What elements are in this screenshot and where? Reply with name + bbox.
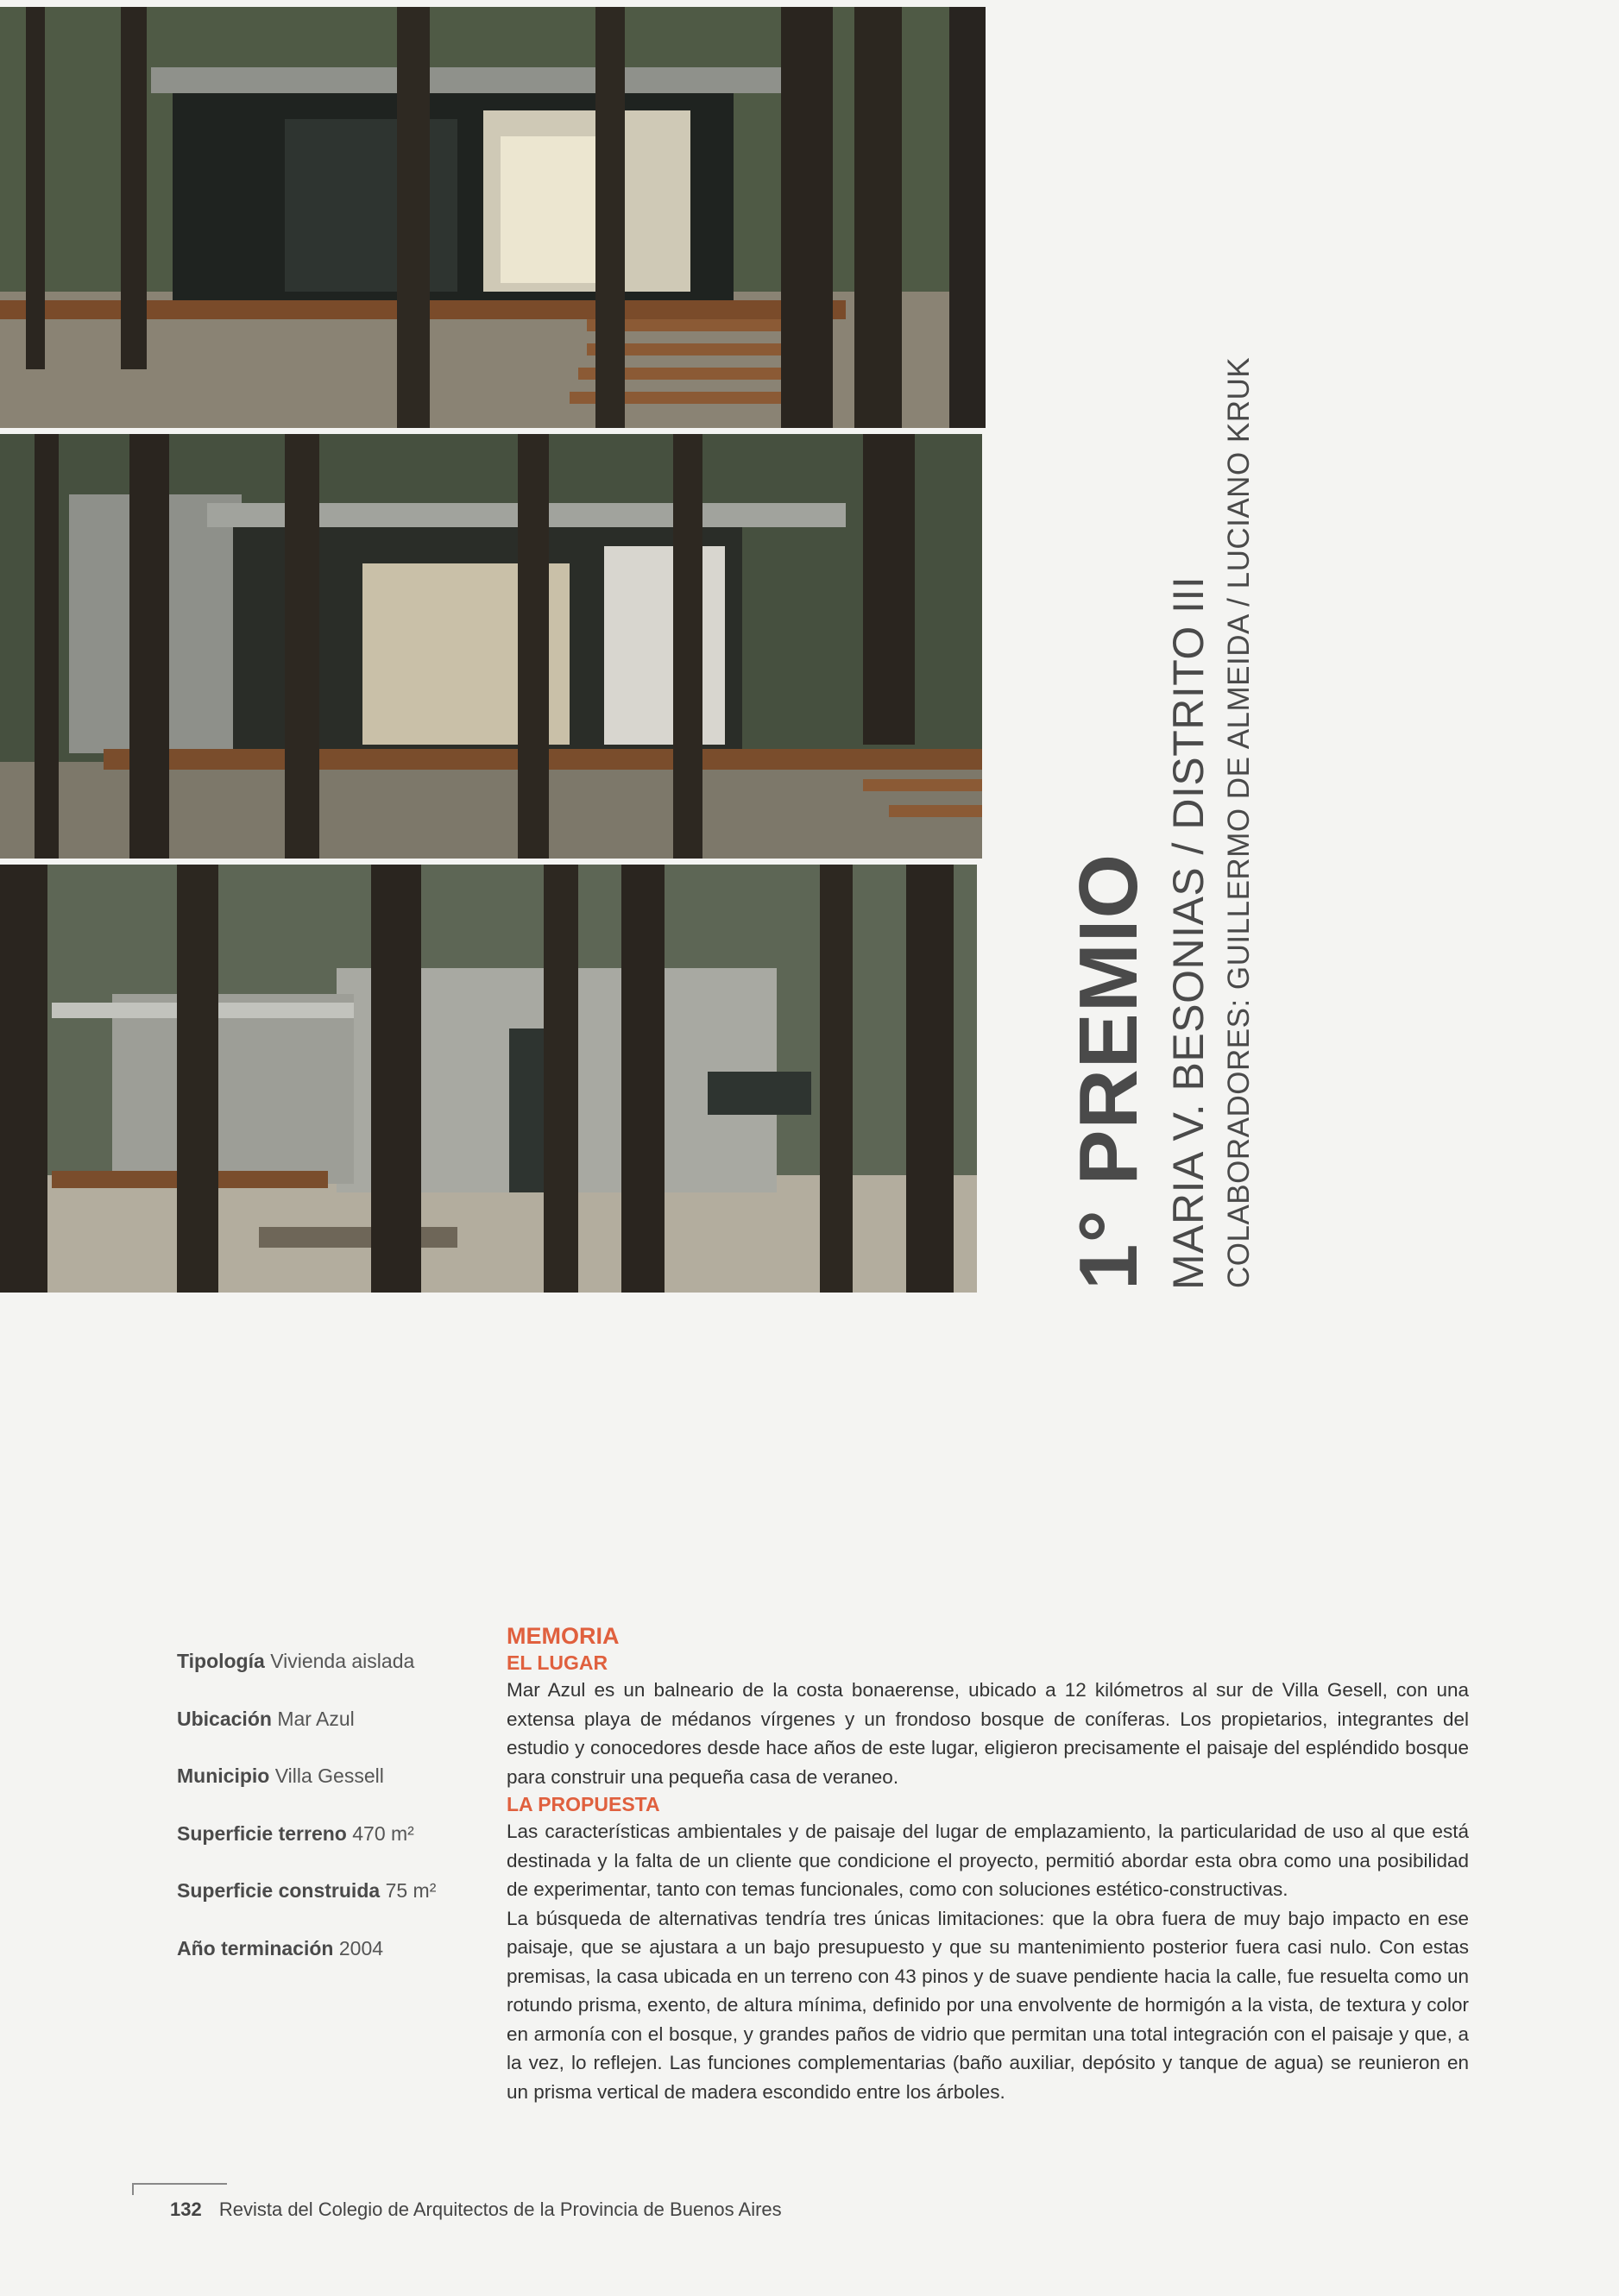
memoria-heading: MEMORIA [507, 1623, 620, 1649]
propuesta-paragraph-1: Las características ambientales y de paisaje del lugar de emplazamiento, la particularidad de uso al que está destinada y la falta de un cliente que condicione el proyecto, permitió abordar esta obra como una posibilidad de experimentar, tanto con temas funcionales, como con soluciones estético-constructivas. [507, 1821, 1469, 1900]
lugar-heading: EL LUGAR [507, 1651, 608, 1674]
page-number: 132 [170, 2198, 202, 2220]
fact-key: Superficie terreno [177, 1821, 347, 1845]
award-title-block [1061, 356, 1273, 1307]
propuesta-heading: LA PROPUESTA [507, 1793, 660, 1815]
fact-value: 2004 [338, 1936, 384, 1959]
fact-superficie-terreno [177, 1822, 505, 1880]
fact-superficie-construida [177, 1879, 505, 1937]
fact-value: Vivienda aislada [270, 1650, 415, 1672]
fact-tipologia [177, 1650, 505, 1708]
authors-line: MARIA V. BESONIAS / DISTRITO III [1164, 576, 1213, 1290]
photo-house-front [0, 7, 986, 428]
fact-ano-terminacion [177, 1937, 505, 1995]
fact-value: Villa Gessell [274, 1764, 384, 1787]
publication-name: Revista del Colegio de Arquitectos de la Provincia de Buenos Aires [218, 2198, 782, 2220]
fact-key: Ubicación [177, 1707, 272, 1730]
fact-key: Año terminación [177, 1936, 334, 1959]
fact-value: 75 m² [385, 1879, 437, 1902]
collaborators-line: COLABORADORES: GUILLERMO DE ALMEIDA / LUCIANO KRUK [1222, 356, 1256, 1288]
fact-key: Superficie construida [177, 1879, 381, 1902]
lugar-paragraph: Mar Azul es un balneario de la costa bonaerense, ubicado a 12 kilómetros al sur de Villa Gesell, con una extensa playa de médanos vírgenes y un frondoso bosque de coníferas. Los propietarios, integrantes del estudio y conocedores desde hace años de este lugar, eligieron precisamente el paisaje del espléndido bosque para construir una pequeña casa de veraneo. [507, 1679, 1469, 1788]
fact-municipio [177, 1764, 505, 1822]
fact-value: Mar Azul [277, 1707, 355, 1730]
photo-house-side [0, 434, 982, 859]
footer-tick [132, 2183, 134, 2195]
prize-title: 1° PREMIO [1062, 852, 1155, 1290]
memoria-section [507, 1622, 1469, 2106]
fact-key: Municipio [177, 1764, 270, 1787]
fact-value: 470 m² [352, 1821, 414, 1845]
page-footer [170, 2198, 782, 2221]
project-facts [177, 1650, 505, 1994]
photo-concrete-prism [0, 865, 977, 1293]
fact-ubicacion [177, 1708, 505, 1765]
propuesta-paragraph-2: La búsqueda de alternativas tendría tres únicas limitaciones: que la obra fuera de muy bajo impacto en ese paisaje, que se ajustara a un bajo presupuesto y que su mantenimiento posterior fuera casi nulo. Con estas premisas, la casa ubicada en un terreno con 43 pinos y de suave pendiente hacia la calle, fue resuelta como un rotundo prisma, exento, de altura mínima, definido por una envolvente de hormigón a la vista, de textura y color en armonía con el bosque, y grandes paños de vidrio que permitan una total integración con el paisaje y que, a la vez, lo reflejen. Las funciones complementarias (baño auxiliar, depósito y tanque de agua) se reunieron en un prisma vertical de madera escondido entre los árboles. [507, 1907, 1469, 2103]
footer-rule [132, 2183, 227, 2185]
fact-key: Tipología [177, 1650, 265, 1672]
